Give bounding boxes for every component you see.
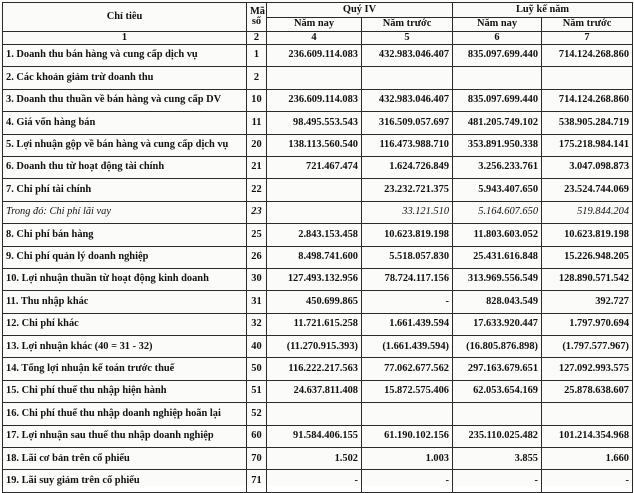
row-label: 14. Tổng lợi nhuận kế toán trước thuế bbox=[3, 358, 247, 380]
cumulative-current-value: 835.097.699.440 bbox=[453, 89, 542, 111]
quarter-prior-value bbox=[362, 67, 453, 89]
quarter-current-value: 2.843.153.458 bbox=[267, 224, 362, 246]
quarter-prior-value: - bbox=[362, 291, 453, 313]
cumulative-current-value: 11.803.603.052 bbox=[453, 224, 542, 246]
quarter-prior-value: 61.190.102.156 bbox=[362, 425, 453, 447]
table-body bbox=[3, 45, 633, 493]
table-row bbox=[3, 112, 633, 134]
row-code: 2 bbox=[247, 67, 267, 89]
row-label: 11. Thu nhập khác bbox=[3, 291, 247, 313]
quarter-prior-value: 33.121.510 bbox=[362, 201, 453, 223]
cumulative-prior-value: 519.844.204 bbox=[542, 201, 633, 223]
cumulative-current-value: 313.969.556.549 bbox=[453, 268, 542, 290]
table-row bbox=[3, 89, 633, 111]
row-code: 20 bbox=[247, 134, 267, 156]
row-label: 2. Các khoản giảm trừ doanh thu bbox=[3, 67, 247, 89]
cumulative-prior-value: 1.797.970.694 bbox=[542, 313, 633, 335]
quarter-current-value bbox=[267, 201, 362, 223]
quarter-prior-value: 10.623.819.198 bbox=[362, 224, 453, 246]
quarter-current-value: 24.637.811.408 bbox=[267, 380, 362, 402]
table-row bbox=[3, 336, 633, 358]
table-row bbox=[3, 380, 633, 402]
header-row-index bbox=[3, 32, 633, 45]
row-label: 10. Lợi nhuận thuần từ hoạt động kinh doanh bbox=[3, 268, 247, 290]
table-row bbox=[3, 425, 633, 447]
row-label: 6. Doanh thu từ hoạt động tài chính bbox=[3, 156, 247, 178]
income-statement-table bbox=[2, 2, 633, 493]
row-label: 16. Chi phí thuế thu nhập doanh nghiệp hoãn lại bbox=[3, 403, 247, 425]
cumulative-prior-value: 25.878.638.607 bbox=[542, 380, 633, 402]
table-row bbox=[3, 201, 633, 223]
index-cell: 1 bbox=[3, 32, 247, 45]
quarter-prior-value: 432.983.046.407 bbox=[362, 45, 453, 67]
quarter-prior-value: 5.518.057.830 bbox=[362, 246, 453, 268]
row-code: 70 bbox=[247, 448, 267, 470]
quarter-current-value: 91.584.406.155 bbox=[267, 425, 362, 447]
row-code: 31 bbox=[247, 291, 267, 313]
row-code: 23 bbox=[247, 201, 267, 223]
cumulative-prior-value: 10.623.819.198 bbox=[542, 224, 633, 246]
quarter-current-value: 721.467.474 bbox=[267, 156, 362, 178]
indicator-header: Chỉ tiêu bbox=[3, 3, 247, 32]
row-label: 15. Chi phí thuế thu nhập hiện hành bbox=[3, 380, 247, 402]
cumulative-current-value: 17.633.920.447 bbox=[453, 313, 542, 335]
cumulative-current-value: 25.431.616.848 bbox=[453, 246, 542, 268]
table-row bbox=[3, 246, 633, 268]
header-row-groups bbox=[3, 3, 633, 18]
row-code: 71 bbox=[247, 470, 267, 492]
row-label: 8. Chi phí bán hàng bbox=[3, 224, 247, 246]
quarter-prior-value: (1.661.439.594) bbox=[362, 336, 453, 358]
cumulative-prior-value bbox=[542, 67, 633, 89]
quarter-current-year-header: Năm nay bbox=[267, 18, 362, 32]
quarter-prior-year-header: Năm trước bbox=[362, 18, 453, 32]
index-cell: 2 bbox=[247, 32, 267, 45]
quarter-prior-value: - bbox=[362, 470, 453, 492]
quarter-current-value: - bbox=[267, 470, 362, 492]
table-row bbox=[3, 268, 633, 290]
row-code: 32 bbox=[247, 313, 267, 335]
row-code: 30 bbox=[247, 268, 267, 290]
cumulative-prior-value: 538.905.284.719 bbox=[542, 112, 633, 134]
quarter-current-value: (11.270.915.393) bbox=[267, 336, 362, 358]
row-label: 18. Lãi cơ bản trên cổ phiếu bbox=[3, 448, 247, 470]
table-row bbox=[3, 313, 633, 335]
cumulative-current-value: 828.043.549 bbox=[453, 291, 542, 313]
row-code: 11 bbox=[247, 112, 267, 134]
cumulative-prior-value: 714.124.268.860 bbox=[542, 45, 633, 67]
quarter-prior-value: 77.062.677.562 bbox=[362, 358, 453, 380]
cumulative-current-year-header: Năm nay bbox=[453, 18, 542, 32]
quarter-prior-value: 1.661.439.594 bbox=[362, 313, 453, 335]
cumulative-current-value: 3.256.233.761 bbox=[453, 156, 542, 178]
table-row bbox=[3, 448, 633, 470]
row-label: 9. Chi phí quản lý doanh nghiệp bbox=[3, 246, 247, 268]
quarter-prior-value: 1.624.726.849 bbox=[362, 156, 453, 178]
cumulative-current-value: 5.943.407.650 bbox=[453, 179, 542, 201]
table-row bbox=[3, 291, 633, 313]
row-code: 25 bbox=[247, 224, 267, 246]
row-code: 52 bbox=[247, 403, 267, 425]
row-code: 50 bbox=[247, 358, 267, 380]
quarter-prior-value: 78.724.117.156 bbox=[362, 268, 453, 290]
cumulative-current-value: 3.855 bbox=[453, 448, 542, 470]
cumulative-prior-value: (1.797.577.967) bbox=[542, 336, 633, 358]
row-label: 5. Lợi nhuận gộp về bán hàng và cung cấp dịch vụ bbox=[3, 134, 247, 156]
quarter-prior-value: 15.872.575.406 bbox=[362, 380, 453, 402]
quarter-prior-value: 116.473.988.710 bbox=[362, 134, 453, 156]
table-row bbox=[3, 45, 633, 67]
row-code: 1 bbox=[247, 45, 267, 67]
quarter-current-value: 450.699.865 bbox=[267, 291, 362, 313]
cumulative-current-value: 481.205.749.102 bbox=[453, 112, 542, 134]
quarter-prior-value bbox=[362, 403, 453, 425]
cumulative-prior-value: 1.660 bbox=[542, 448, 633, 470]
row-code: 26 bbox=[247, 246, 267, 268]
cumulative-prior-value bbox=[542, 403, 633, 425]
index-cell: 4 bbox=[267, 32, 362, 45]
quarter-prior-value: 432.983.046.407 bbox=[362, 89, 453, 111]
cumulative-prior-value: 127.092.993.575 bbox=[542, 358, 633, 380]
cumulative-prior-value: 714.124.268.860 bbox=[542, 89, 633, 111]
cumulative-current-value: 62.053.654.169 bbox=[453, 380, 542, 402]
table-row bbox=[3, 403, 633, 425]
cumulative-prior-value: - bbox=[542, 470, 633, 492]
row-label: 7. Chi phí tài chính bbox=[3, 179, 247, 201]
quarter-current-value: 116.222.217.563 bbox=[267, 358, 362, 380]
quarter-prior-value: 23.232.721.375 bbox=[362, 179, 453, 201]
quarter-current-value: 236.609.114.083 bbox=[267, 89, 362, 111]
cumulative-prior-value: 101.214.354.968 bbox=[542, 425, 633, 447]
row-label: 4. Giá vốn hàng bán bbox=[3, 112, 247, 134]
cumulative-current-value: 235.110.025.482 bbox=[453, 425, 542, 447]
row-label: 13. Lợi nhuận khác (40 = 31 - 32) bbox=[3, 336, 247, 358]
index-cell: 5 bbox=[362, 32, 453, 45]
table-row bbox=[3, 67, 633, 89]
quarter-current-value: 138.113.560.540 bbox=[267, 134, 362, 156]
cumulative-prior-value: 128.890.571.542 bbox=[542, 268, 633, 290]
cumulative-current-value: (16.805.876.898) bbox=[453, 336, 542, 358]
code-header bbox=[247, 3, 267, 32]
cumulative-group-header: Luỹ kế năm bbox=[453, 3, 633, 18]
row-label: 1. Doanh thu bán hàng và cung cấp dịch vụ bbox=[3, 45, 247, 67]
cumulative-current-value: 297.163.679.651 bbox=[453, 358, 542, 380]
quarter-current-value bbox=[267, 403, 362, 425]
index-cell: 7 bbox=[542, 32, 633, 45]
table-row bbox=[3, 224, 633, 246]
cumulative-current-value bbox=[453, 67, 542, 89]
cumulative-prior-value: 392.727 bbox=[542, 291, 633, 313]
cumulative-current-value: 5.164.607.650 bbox=[453, 201, 542, 223]
row-code: 51 bbox=[247, 380, 267, 402]
quarter-current-value: 127.493.132.956 bbox=[267, 268, 362, 290]
cumulative-current-value bbox=[453, 403, 542, 425]
cumulative-current-value: - bbox=[453, 470, 542, 492]
row-label: 19. Lãi suy giảm trên cổ phiếu bbox=[3, 470, 247, 492]
table-row bbox=[3, 179, 633, 201]
table-row bbox=[3, 470, 633, 492]
table-row bbox=[3, 358, 633, 380]
row-label: 17. Lợi nhuận sau thuế thu nhập doanh nghiệp bbox=[3, 425, 247, 447]
quarter-current-value bbox=[267, 67, 362, 89]
row-code: 40 bbox=[247, 336, 267, 358]
quarter-current-value bbox=[267, 179, 362, 201]
row-label: Trong đó: Chi phí lãi vay bbox=[3, 201, 247, 223]
cumulative-prior-year-header: Năm trước bbox=[542, 18, 633, 32]
quarter-current-value: 8.498.741.600 bbox=[267, 246, 362, 268]
cumulative-current-value: 353.891.950.338 bbox=[453, 134, 542, 156]
index-cell: 6 bbox=[453, 32, 542, 45]
row-code: 21 bbox=[247, 156, 267, 178]
cumulative-prior-value: 175.218.984.141 bbox=[542, 134, 633, 156]
row-code: 22 bbox=[247, 179, 267, 201]
quarter-current-value: 11.721.615.258 bbox=[267, 313, 362, 335]
code-header-line1: Mã bbox=[250, 5, 266, 17]
row-label: 12. Chi phí khác bbox=[3, 313, 247, 335]
cumulative-current-value: 835.097.699.440 bbox=[453, 45, 542, 67]
cumulative-prior-value: 15.226.948.205 bbox=[542, 246, 633, 268]
quarter-current-value: 1.502 bbox=[267, 448, 362, 470]
table-row bbox=[3, 134, 633, 156]
row-label: 3. Doanh thu thuần về bán hàng và cung cấp DV bbox=[3, 89, 247, 111]
cumulative-prior-value: 3.047.098.873 bbox=[542, 156, 633, 178]
row-code: 10 bbox=[247, 89, 267, 111]
quarter-current-value: 98.495.553.543 bbox=[267, 112, 362, 134]
code-header-line2: số bbox=[251, 16, 262, 27]
quarter-prior-value: 1.003 bbox=[362, 448, 453, 470]
quarter-group-header: Quý IV bbox=[267, 3, 453, 18]
row-code: 60 bbox=[247, 425, 267, 447]
cumulative-prior-value: 23.524.744.069 bbox=[542, 179, 633, 201]
table-row bbox=[3, 156, 633, 178]
quarter-current-value: 236.609.114.083 bbox=[267, 45, 362, 67]
quarter-prior-value: 316.509.057.697 bbox=[362, 112, 453, 134]
